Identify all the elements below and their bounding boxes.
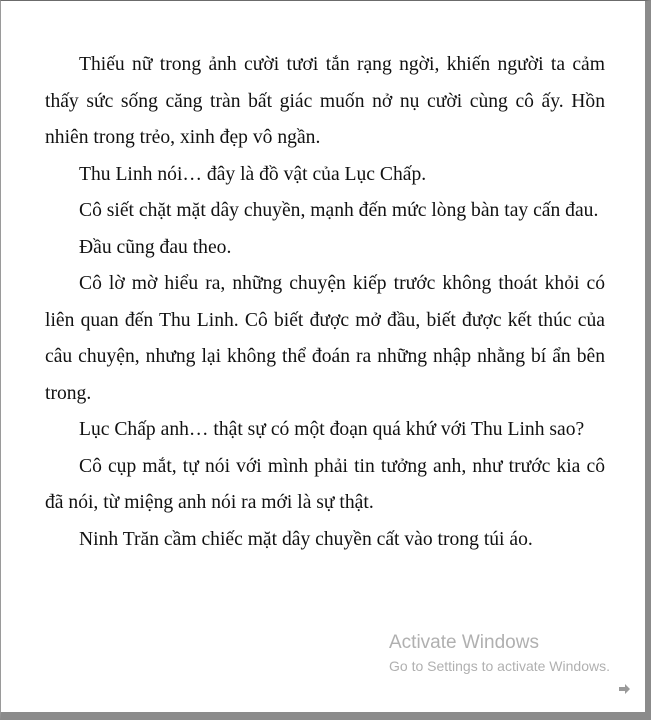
paragraph: Đầu cũng đau theo. [79, 236, 232, 258]
paragraph: Thiếu nữ trong ảnh cười tươi tắn rạng ngời, khiến người ta cảm thấy sức sống căng tràn bất giác muốn nở nụ cười cùng cô ấy. Hồn nhiên trong trẻo, xinh đẹp vô ngần. [45, 54, 605, 148]
paragraph: Lục Chấp anh… thật sự có một đoạn quá khứ với Thu Linh sao? [79, 419, 585, 440]
paragraph: Cô siết chặt mặt dây chuyền, mạnh đến mức lòng bàn tay cấn đau. [79, 200, 599, 221]
activate-windows-watermark [389, 632, 610, 675]
paragraph: Cô cụp mắt, tự nói với mình phải tin tưởng anh, như trước kia cô đã nói, từ miệng anh nói ra mới là sự thật. [45, 455, 605, 513]
document-body [45, 47, 605, 558]
paragraph: Cô lờ mờ hiểu ra, những chuyện kiếp trước không thoát khỏi có liên quan đến Thu Linh. Cô biết được mở đầu, biết được kết thúc của câu chuyện, nhưng lại không thể đoán ra những nhập nhằng bí ẩn bên trong. [45, 273, 605, 404]
watermark-title: Activate Windows [389, 632, 539, 653]
arrow-right-icon [619, 684, 631, 694]
watermark-subtitle: Go to Settings to activate Windows. [389, 657, 610, 674]
paragraph: Ninh Trăn cầm chiếc mặt dây chuyền cất vào trong túi áo. [79, 528, 533, 550]
paragraph: Thu Linh nói… đây là đồ vật của Lục Chấp. [79, 163, 427, 185]
